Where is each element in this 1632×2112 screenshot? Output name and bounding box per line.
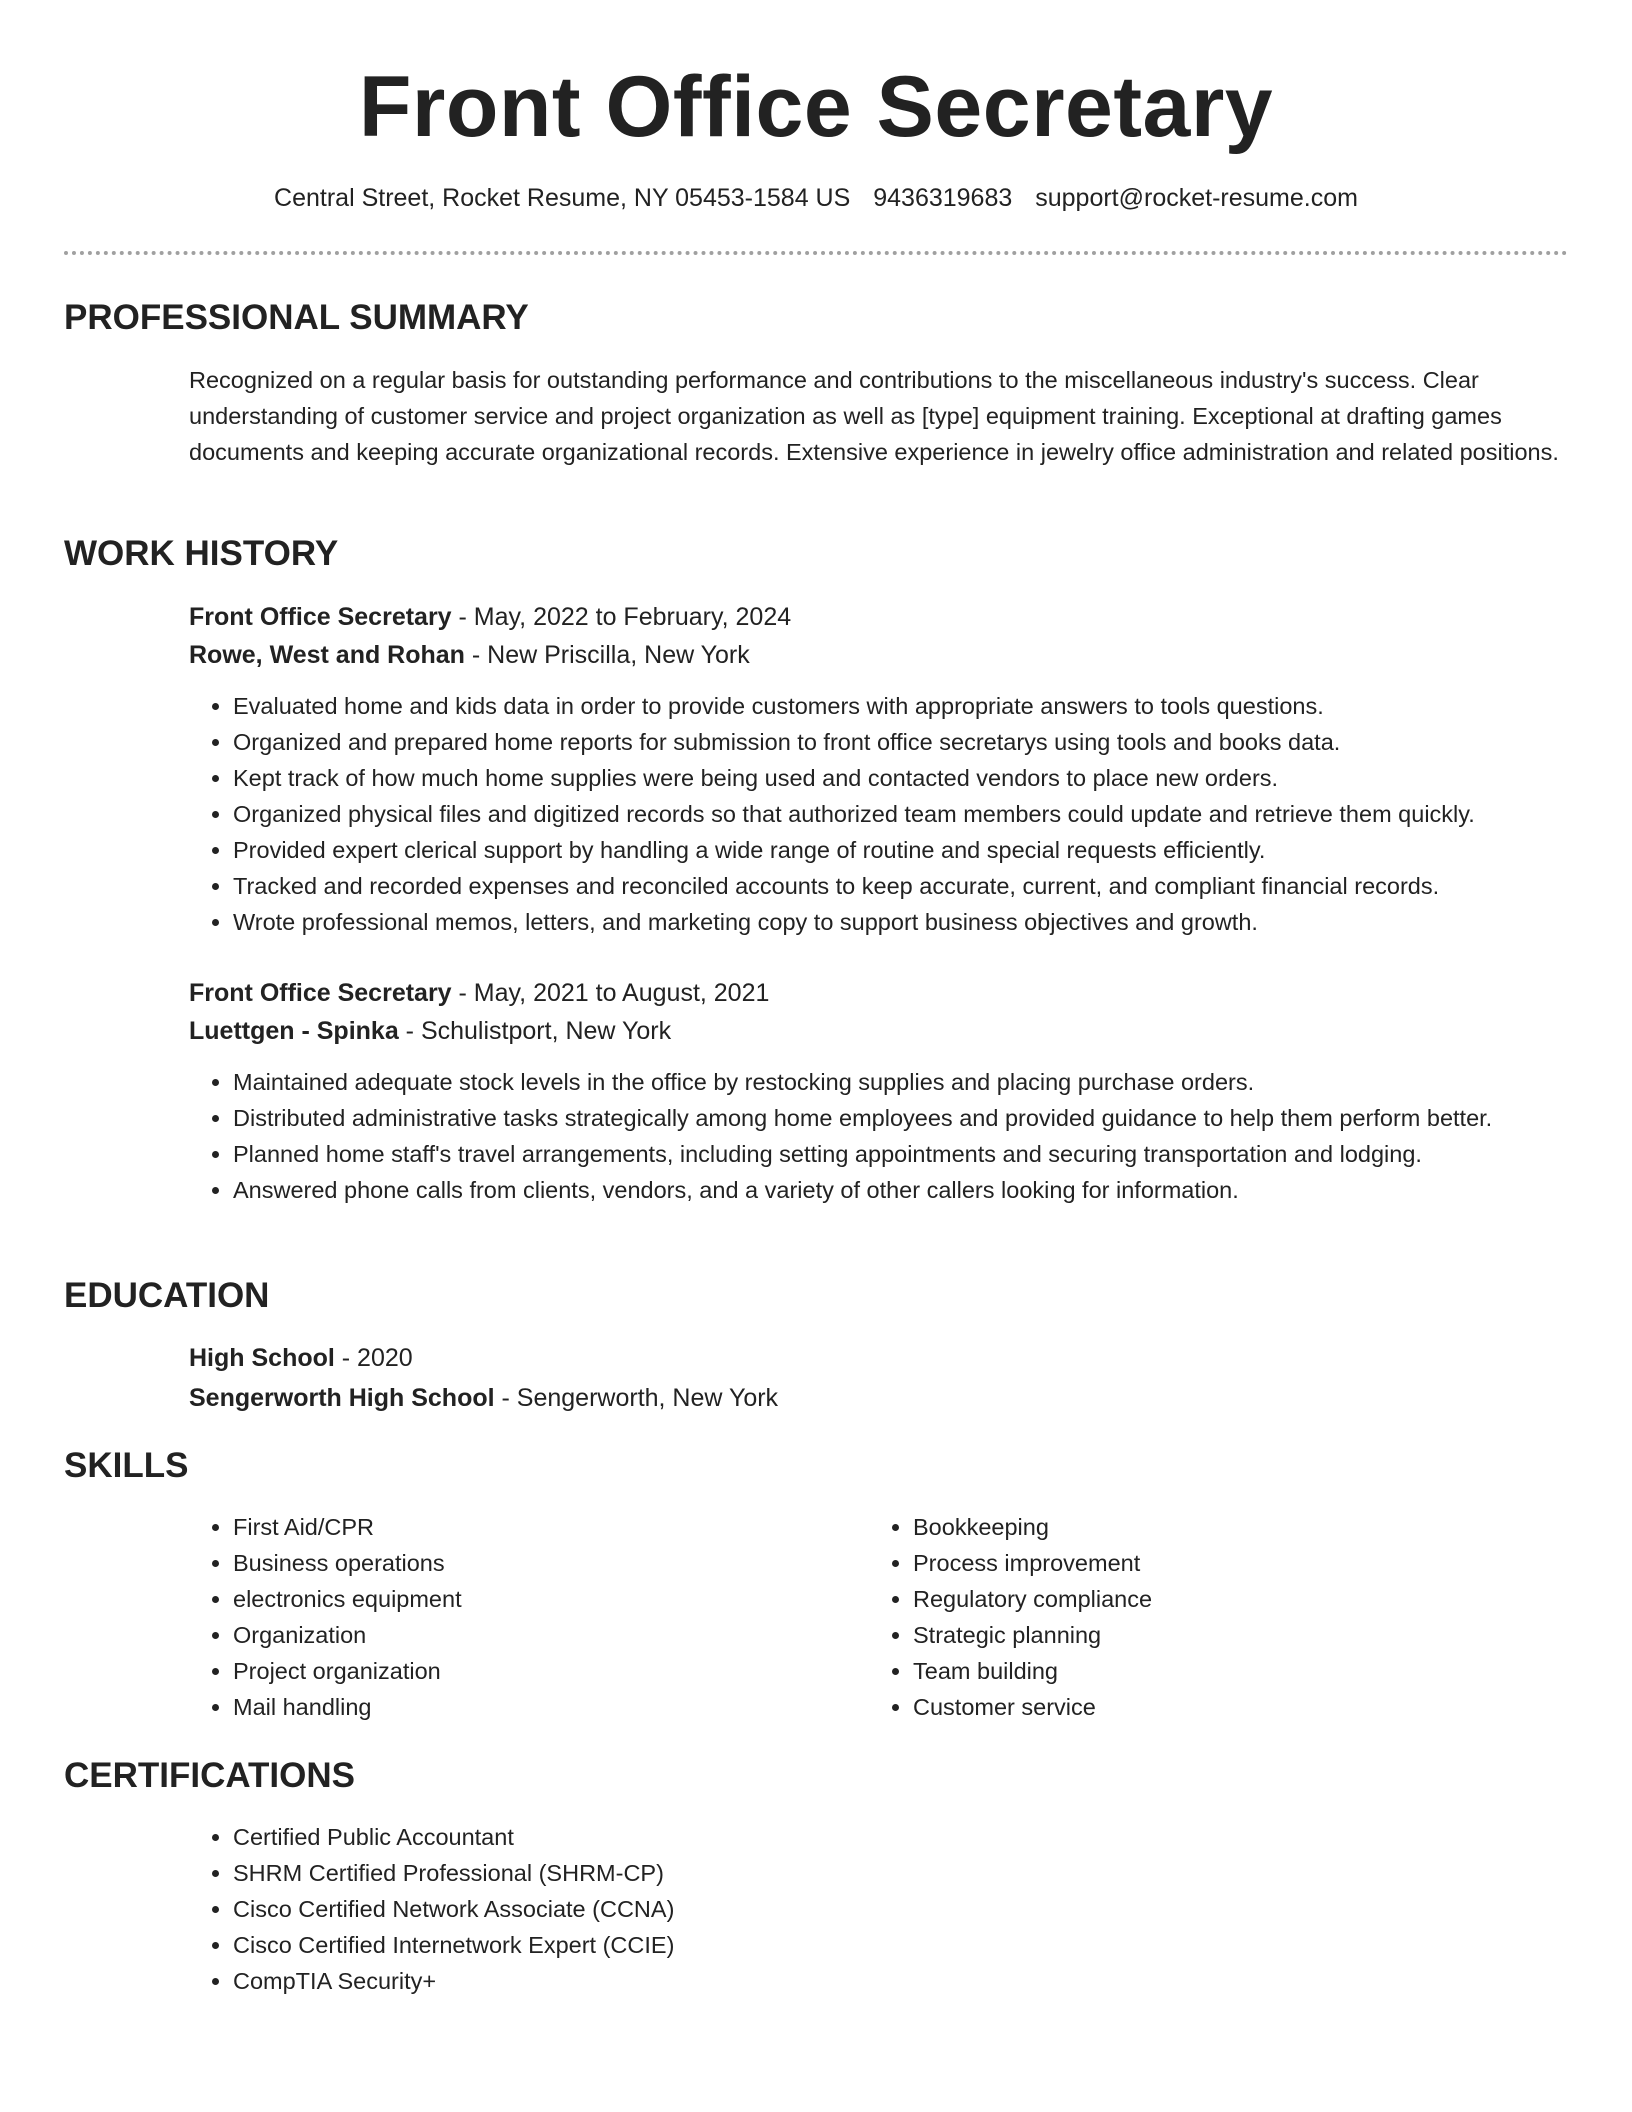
education-year: - 2020 — [334, 1344, 413, 1372]
skill-item: • Project organization — [233, 1653, 869, 1689]
job-location: - Schulistport, New York — [398, 1017, 672, 1045]
job-title-line — [189, 974, 1569, 1012]
skill-item: • Team building — [913, 1653, 1549, 1689]
job-bullet: • Planned home staff's travel arrangements, including setting appointments and securing transportation and lodging. — [233, 1136, 1569, 1172]
contact-phone: 9436319683 — [873, 184, 1013, 212]
job-company-line — [189, 1012, 1569, 1050]
education-school-line — [189, 1378, 1569, 1418]
job-bullets — [189, 688, 1569, 940]
job-bullet: • Maintained adequate stock levels in the office by restocking supplies and placing purchase orders. — [233, 1064, 1569, 1100]
skill-item: • Bookkeeping — [913, 1509, 1549, 1545]
skill-item: • Customer service — [913, 1689, 1549, 1725]
resume-name: Front Office Secretary — [358, 59, 1274, 155]
work-history-heading: WORK HISTORY — [64, 534, 339, 573]
job-bullet: • Provided expert clerical support by handling a wide range of routine and special requests efficiently. — [233, 832, 1569, 868]
job-bullet: • Distributed administrative tasks strategically among home employees and provided guidance to help them perform better. — [233, 1100, 1569, 1136]
certification-item: • Certified Public Accountant — [233, 1819, 1569, 1855]
certification-item: • SHRM Certified Professional (SHRM-CP) — [233, 1855, 1569, 1891]
job-company-line — [189, 636, 1569, 674]
header-divider — [64, 251, 1568, 255]
job-bullet: • Evaluated home and kids data in order to provide customers with appropriate answers to tools questions. — [233, 688, 1569, 724]
job-role: Front Office Secretary — [189, 979, 452, 1007]
summary-section — [189, 362, 1569, 470]
education-degree: High School — [189, 1344, 335, 1372]
skills-column-left — [189, 1509, 869, 1725]
summary-heading: PROFESSIONAL SUMMARY — [64, 298, 529, 337]
skill-item: • Process improvement — [913, 1545, 1549, 1581]
contact-address: Central Street, Rocket Resume, NY 05453-1584 US — [274, 184, 851, 212]
contact-line — [0, 180, 1632, 216]
education-location: - Sengerworth, New York — [494, 1384, 779, 1412]
job-role: Front Office Secretary — [189, 603, 452, 631]
education-heading: EDUCATION — [64, 1276, 270, 1315]
summary-text: Recognized on a regular basis for outstanding performance and contributions to the miscellaneous industry's success. Clear understanding of customer service and project organization as well as [type] equipment training. Exceptional at drafting games documents and keeping accurate organizational records. Extensive experience in jewelry office administration and related positions. — [189, 367, 1559, 465]
job-dates: - May, 2021 to August, 2021 — [451, 979, 770, 1007]
job-entry-1 — [189, 598, 1569, 940]
job-bullet: • Wrote professional memos, letters, and marketing copy to support business objectives and growth. — [233, 904, 1569, 940]
job-location: - New Priscilla, New York — [464, 641, 750, 669]
skills-bullets-left — [189, 1509, 869, 1725]
skill-item: • First Aid/CPR — [233, 1509, 869, 1545]
skills-list — [189, 1509, 1569, 1725]
education-entry — [189, 1338, 1569, 1418]
job-bullet: • Tracked and recorded expenses and reconciled accounts to keep accurate, current, and compliant financial records. — [233, 868, 1569, 904]
certifications-section — [189, 1819, 1569, 1999]
skills-bullets-right — [869, 1509, 1549, 1725]
job-entry-2 — [189, 974, 1569, 1208]
job-bullet: • Organized physical files and digitized records so that authorized team members could update and retrieve them quickly. — [233, 796, 1569, 832]
skill-item: • Regulatory compliance — [913, 1581, 1549, 1617]
certification-item: • CompTIA Security+ — [233, 1963, 1569, 1999]
job-title-line — [189, 598, 1569, 636]
skill-item: • electronics equipment — [233, 1581, 869, 1617]
certifications-heading: CERTIFICATIONS — [64, 1756, 356, 1795]
skill-item: • Business operations — [233, 1545, 869, 1581]
certification-item: • Cisco Certified Internetwork Expert (CCIE) — [233, 1927, 1569, 1963]
skill-item: • Organization — [233, 1617, 869, 1653]
certifications-bullets — [189, 1819, 1569, 1999]
job-dates: - May, 2022 to February, 2024 — [451, 603, 792, 631]
contact-email: support@rocket-resume.com — [1035, 184, 1358, 212]
skill-item: • Strategic planning — [913, 1617, 1549, 1653]
skill-item: • Mail handling — [233, 1689, 869, 1725]
job-company: Rowe, West and Rohan — [189, 641, 465, 669]
certification-item: • Cisco Certified Network Associate (CCNA) — [233, 1891, 1569, 1927]
education-school: Sengerworth High School — [189, 1384, 495, 1412]
education-degree-line — [189, 1338, 1569, 1378]
job-bullets — [189, 1064, 1569, 1208]
job-bullet: • Answered phone calls from clients, vendors, and a variety of other callers looking for information. — [233, 1172, 1569, 1208]
job-company: Luettgen - Spinka — [189, 1017, 399, 1045]
skills-heading: SKILLS — [64, 1446, 189, 1485]
skills-column-right — [869, 1509, 1549, 1725]
job-bullet: • Organized and prepared home reports for submission to front office secretarys using tools and books data. — [233, 724, 1569, 760]
job-bullet: • Kept track of how much home supplies were being used and contacted vendors to place new orders. — [233, 760, 1569, 796]
